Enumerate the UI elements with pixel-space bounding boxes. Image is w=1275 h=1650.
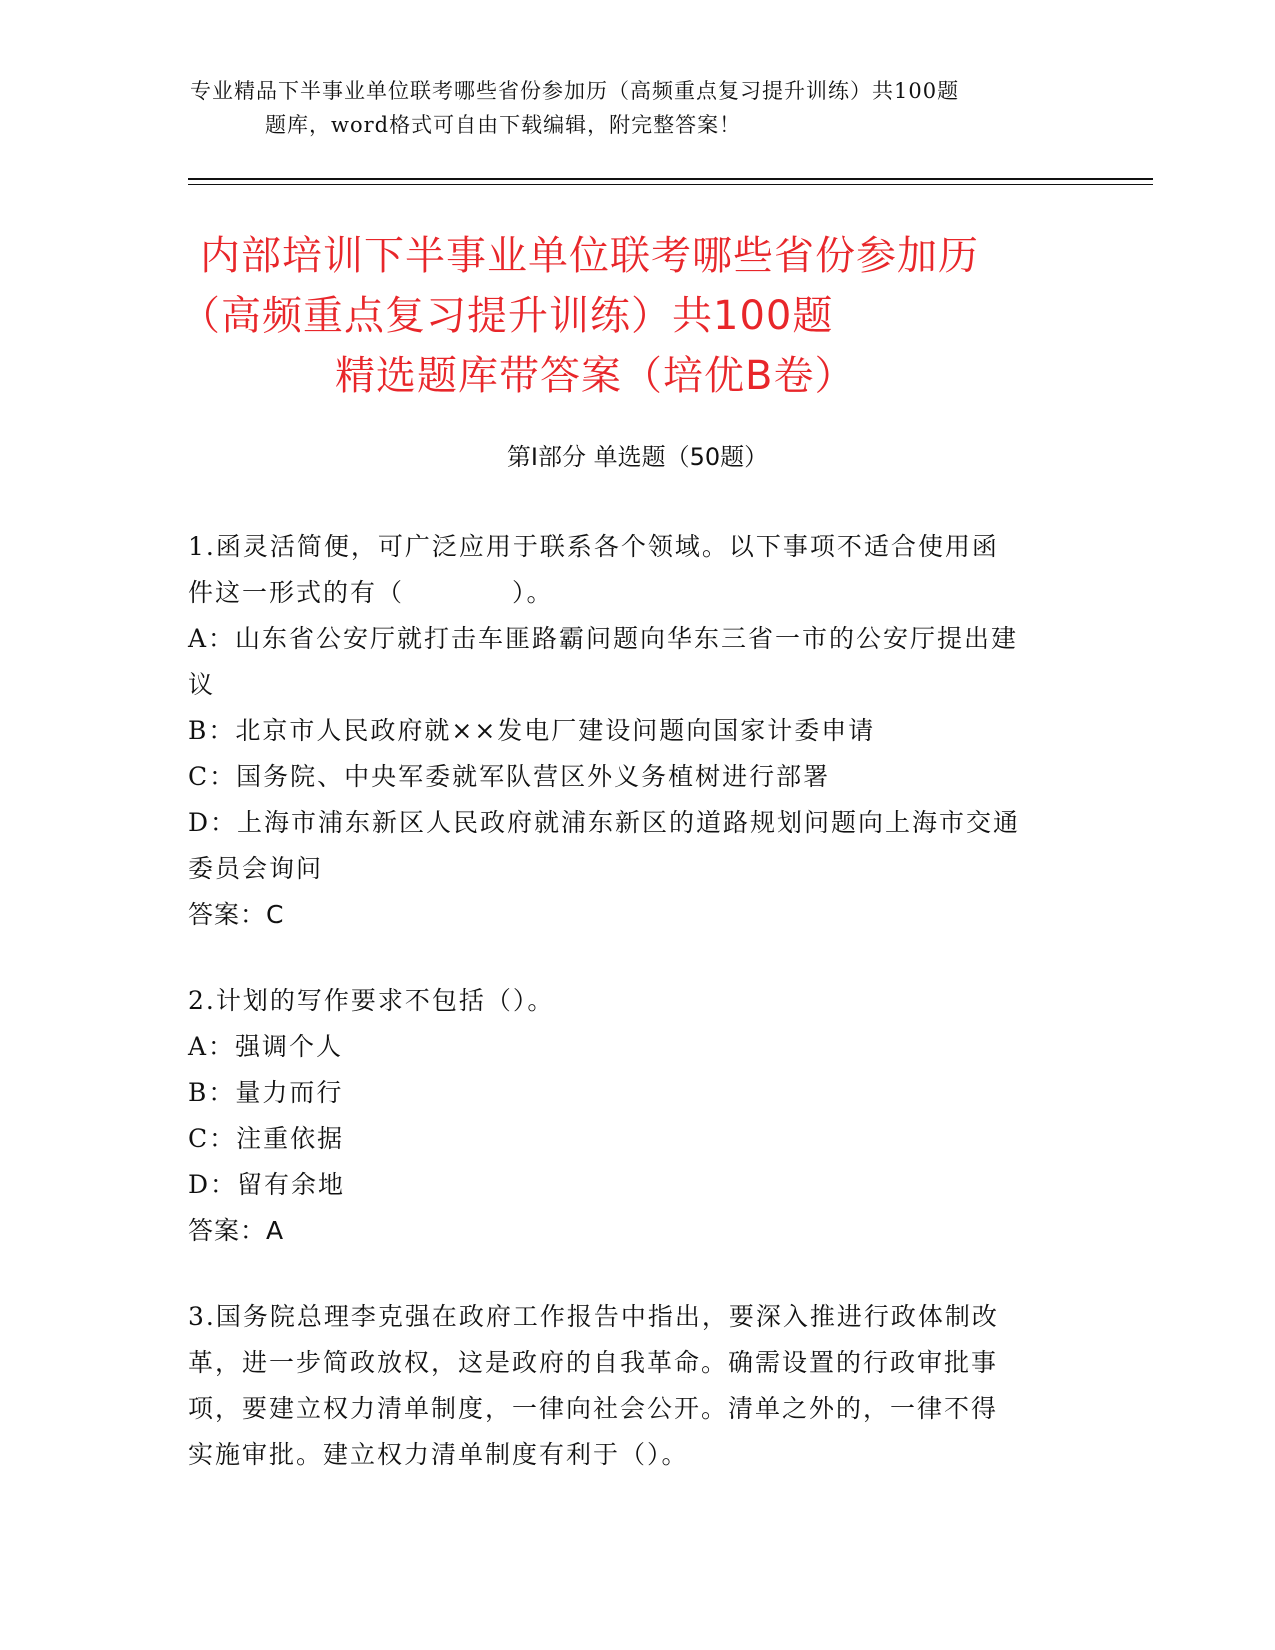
question-stem: 2.计划的写作要求不包括（）。 xyxy=(188,986,555,1015)
question-stem xyxy=(188,524,1088,616)
answer: 答案：C xyxy=(188,900,285,929)
header-line-1: 专业精品下半事业单位联考哪些省份参加历（高频重点复习提升训练）共100题 xyxy=(190,79,960,103)
option-a xyxy=(188,616,1088,708)
stem-line: 3.国务院总理李克强在政府工作报告中指出，要深入推进行政体制改 xyxy=(188,1302,999,1331)
option-d: D：留有余地 xyxy=(188,1170,346,1199)
option-line: 委员会询问 xyxy=(188,854,324,883)
header-line-2: 题库，word格式可自由下载编辑，附完整答案！ xyxy=(265,113,742,137)
question-1 xyxy=(188,524,1088,938)
question-list xyxy=(188,524,1088,1518)
stem-line: 实施审批。建立权力清单制度有利于（）。 xyxy=(188,1440,689,1469)
option-b: B：量力而行 xyxy=(188,1078,344,1107)
stem-line: 件这一形式的有（ ）。 xyxy=(188,578,554,607)
question-2 xyxy=(188,978,1088,1254)
header-divider xyxy=(188,178,1153,180)
option-line: 议 xyxy=(188,670,216,699)
option-c: C：国务院、中央军委就军队营区外义务植树进行部署 xyxy=(188,762,831,791)
stem-line: 1.函灵活简便，可广泛应用于联系各个领域。以下事项不适合使用函 xyxy=(188,532,999,561)
option-a: A：强调个人 xyxy=(188,1032,344,1061)
stem-line: 革，进一步简政放权，这是政府的自我革命。确需设置的行政审批事 xyxy=(188,1348,999,1377)
option-b: B：北京市人民政府就××发电厂建设问题向国家计委申请 xyxy=(188,716,876,745)
title-line-2: （高频重点复习提升训练）共100题 xyxy=(180,293,834,339)
option-d xyxy=(188,800,1088,892)
header-note xyxy=(190,74,1070,142)
option-c: C：注重依据 xyxy=(188,1124,345,1153)
question-stem xyxy=(188,1294,1088,1478)
header-divider-thin xyxy=(188,184,1153,185)
title-line-1: 内部培训下半事业单位联考哪些省份参加历 xyxy=(200,233,979,279)
stem-line: 项，要建立权力清单制度，一律向社会公开。清单之外的，一律不得 xyxy=(188,1394,999,1423)
title-line-3: 精选题库带答案（培优B卷） xyxy=(335,353,856,399)
option-line: A：山东省公安厅就打击车匪路霸问题向华东三省一市的公安厅提出建 xyxy=(188,624,1019,653)
option-line: D：上海市浦东新区人民政府就浦东新区的道路规划问题向上海市交通 xyxy=(188,808,1021,837)
section-title: 第Ⅰ部分 单选题（50题） xyxy=(506,443,769,471)
question-3 xyxy=(188,1294,1088,1478)
document-title xyxy=(160,226,1120,406)
answer: 答案：A xyxy=(188,1216,285,1245)
